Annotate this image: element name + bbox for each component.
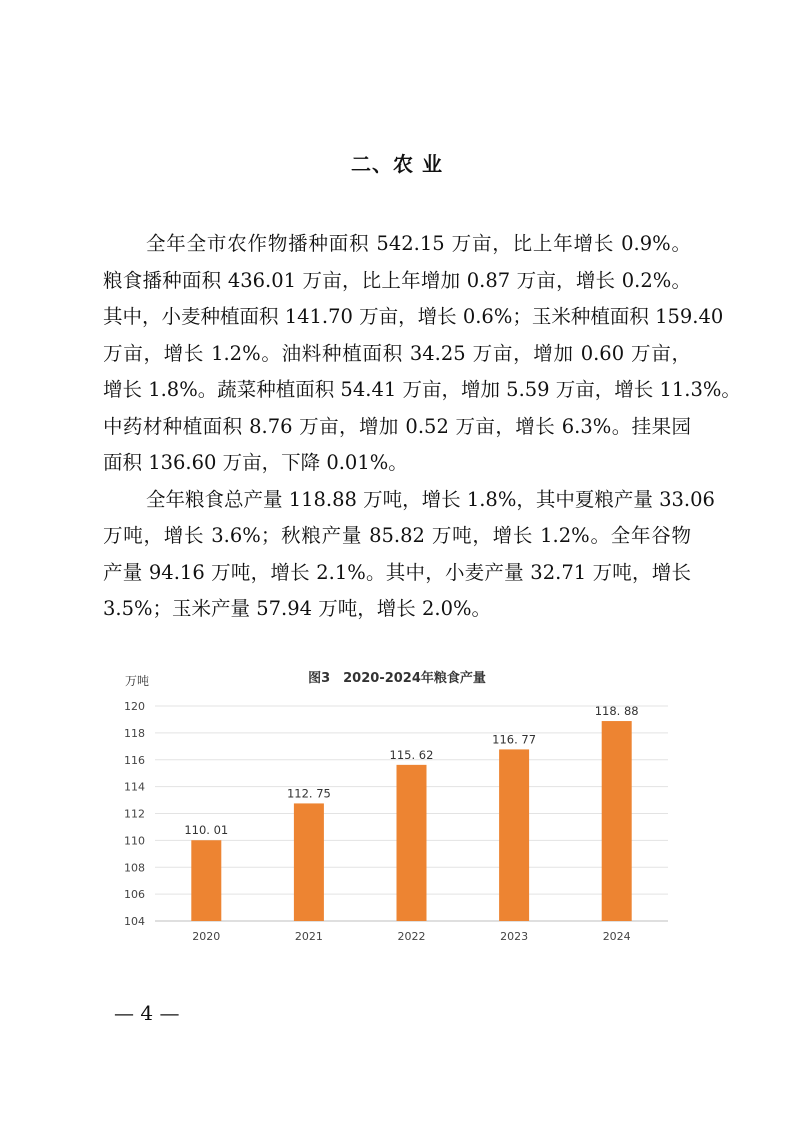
bar-value-label: 116. 77 <box>492 732 537 747</box>
y-tick-label: 120 <box>124 700 145 713</box>
bar-value-label: 110. 01 <box>184 823 229 838</box>
paragraph-line: 产量 94.16 万吨，增长 2.1%。其中，小麦产量 32.71 万吨，增长 <box>103 560 691 584</box>
y-tick-label: 116 <box>124 753 145 767</box>
x-tick-label: 2024 <box>602 930 631 943</box>
x-tick-label: 2020 <box>192 930 221 943</box>
bar-value-label: 115. 62 <box>389 747 434 762</box>
paragraph-line: 面积 136.60 万亩，下降 0.01%。 <box>103 451 408 474</box>
y-tick-label: 104 <box>124 915 145 928</box>
paragraph-line: 全年粮食总产量 118.88 万吨，增长 1.8%，其中夏粮产量 33.06 <box>146 487 715 511</box>
paragraph-line: 全年全市农作物播种面积 542.15 万亩，比上年增长 0.9%。 <box>146 232 691 255</box>
bar-value-label: 118. 88 <box>594 704 639 719</box>
bar-value-label: 112. 75 <box>286 786 331 801</box>
paragraph-line: 其中，小麦种植面积 141.70 万亩，增长 0.6%；玉米种植面积 159.40 <box>103 305 724 328</box>
section-title: 二、农 业 <box>351 152 443 176</box>
y-tick-label: 106 <box>124 888 145 902</box>
bar-2021 <box>294 803 324 921</box>
bar-2020 <box>191 840 221 921</box>
x-tick-label: 2023 <box>500 930 529 943</box>
body-text <box>103 226 741 628</box>
chart-y-unit: 万吨 <box>125 674 150 688</box>
x-tick-label: 2021 <box>294 930 323 943</box>
chart-title: 图3 2020-2024年粮食产量 <box>308 671 486 686</box>
paragraph-line: 万亩，增长 1.2%。油料种植面积 34.25 万亩，增加 0.60 万亩， <box>103 341 691 365</box>
bar-2024 <box>602 721 632 921</box>
y-tick-label: 118 <box>124 726 145 740</box>
paragraph-line: 万吨，增长 3.6%；秋粮产量 85.82 万吨，增长 1.2%。全年谷物 <box>103 524 691 547</box>
paragraph-line: 粮食播种面积 436.01 万亩，比上年增加 0.87 万亩，增长 0.2%。 <box>103 268 691 292</box>
page-number: — 4 — <box>114 1001 180 1025</box>
paragraph-line: 增长 1.8%。蔬菜种植面积 54.41 万亩，增加 5.59 万亩，增长 11.3%。 <box>103 378 741 401</box>
paragraph-line: 3.5%；玉米产量 57.94 万吨，增长 2.0%。 <box>103 597 492 620</box>
x-tick-label: 2022 <box>397 930 426 943</box>
bar-2022 <box>397 765 427 921</box>
paragraph-line: 中药材种植面积 8.76 万亩，增加 0.52 万亩，增长 6.3%。挂果园 <box>103 414 691 438</box>
y-tick-label: 108 <box>124 861 145 875</box>
y-tick-label: 112 <box>124 807 145 821</box>
y-tick-label: 110 <box>124 834 145 848</box>
bar-2023 <box>499 749 529 921</box>
y-tick-label: 114 <box>124 780 145 794</box>
grain-output-bar-chart <box>100 690 680 950</box>
